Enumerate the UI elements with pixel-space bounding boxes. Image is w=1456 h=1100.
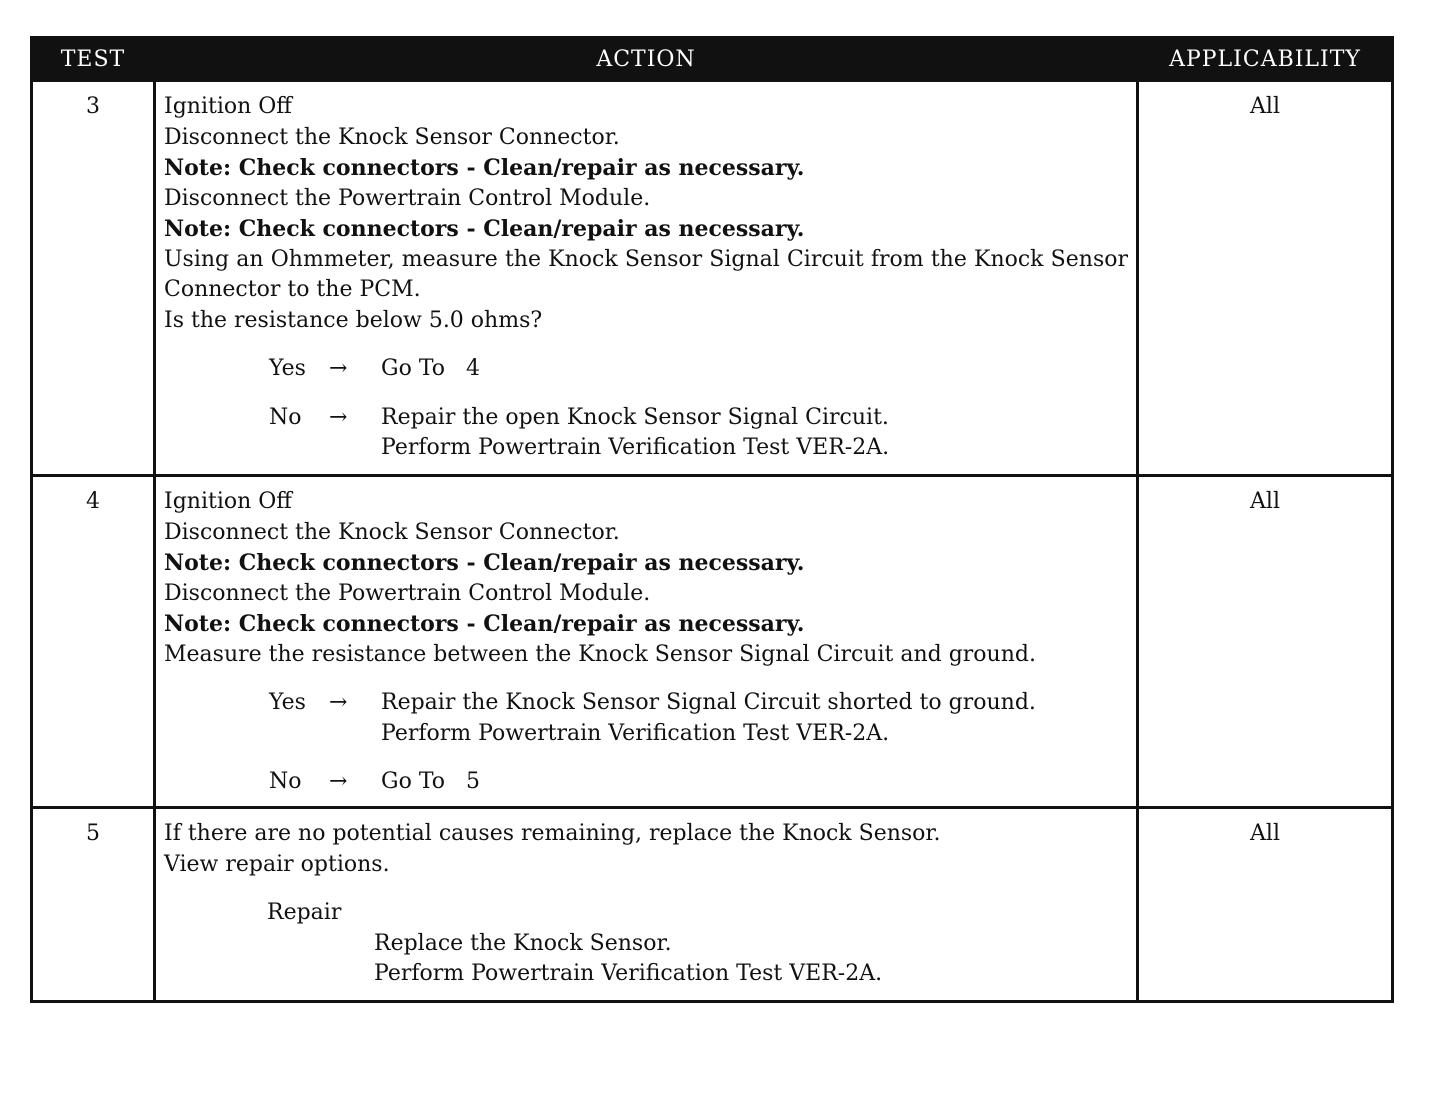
- header-action: ACTION: [596, 46, 696, 72]
- table-row: [33, 474, 1391, 806]
- note-line: Note: Check connectors - Clean/repair as necessary.: [164, 611, 805, 637]
- table-row: [33, 79, 1391, 474]
- header-applicability: APPLICABILITY: [1169, 46, 1361, 72]
- no-label: No: [269, 769, 302, 794]
- test-number: 4: [33, 477, 156, 806]
- action-line: Disconnect the Knock Sensor Connector.: [164, 519, 620, 545]
- action-line: View repair options.: [164, 851, 390, 877]
- applicability-cell: All: [1250, 94, 1280, 119]
- action-line: Using an Ohmmeter, measure the Knock Sensor Signal Circuit from the Knock Sensor Connector to the PCM.: [164, 246, 1128, 302]
- yes-branch: [269, 688, 1128, 749]
- result-line: Repair the open Knock Sensor Signal Circuit.: [381, 404, 889, 430]
- table-header: [33, 39, 1391, 79]
- note-line: Note: Check connectors - Clean/repair as necessary.: [164, 550, 805, 576]
- yes-branch: [269, 354, 1128, 385]
- no-branch: [269, 767, 1128, 798]
- result-line: Perform Powertrain Verification Test VER-2A.: [381, 435, 890, 460]
- arrow-right-icon: →: [329, 356, 348, 381]
- action-cell: [156, 809, 1139, 1000]
- no-branch: [269, 403, 1128, 464]
- diagnostic-table: [30, 36, 1394, 1003]
- yes-result: [381, 688, 1128, 749]
- repair-label: Repair: [267, 900, 342, 925]
- arrow-right-icon: →: [329, 404, 348, 430]
- result-line: Go To 5: [381, 769, 480, 794]
- no-result: [381, 403, 1128, 464]
- action-line: Measure the resistance between the Knock Sensor Signal Circuit and ground.: [164, 641, 1036, 667]
- question-line: Is the resistance below 5.0 ohms?: [164, 307, 543, 333]
- action-line: Ignition Off: [164, 94, 292, 119]
- note-line: Note: Check connectors - Clean/repair as necessary.: [164, 216, 805, 242]
- result-line: Go To 4: [381, 356, 480, 381]
- test-number: 3: [33, 82, 156, 474]
- yes-label: Yes: [269, 690, 306, 715]
- applicability-cell: All: [1250, 821, 1280, 846]
- action-line: Disconnect the Powertrain Control Module.: [164, 580, 651, 606]
- action-line: Disconnect the Powertrain Control Module.: [164, 185, 651, 211]
- yes-result: [381, 354, 1128, 385]
- applicability-cell: All: [1250, 489, 1280, 514]
- test-number: 5: [33, 809, 156, 1000]
- action-line: Ignition Off: [164, 489, 292, 514]
- result-line: Perform Powertrain Verification Test VER-2A.: [381, 720, 890, 746]
- yes-label: Yes: [269, 356, 306, 381]
- no-label: No: [269, 404, 302, 430]
- action-line: Disconnect the Knock Sensor Connector.: [164, 124, 620, 150]
- no-result: [381, 767, 1128, 798]
- repair-step: Perform Powertrain Verification Test VER-2A.: [374, 961, 883, 986]
- result-line: Repair the Knock Sensor Signal Circuit shorted to ground.: [381, 690, 1036, 715]
- action-line: If there are no potential causes remaining, replace the Knock Sensor.: [164, 821, 941, 846]
- header-test: TEST: [60, 46, 126, 72]
- arrow-right-icon: →: [329, 690, 348, 715]
- repair-steps: [374, 929, 1128, 990]
- action-cell: [156, 477, 1139, 806]
- arrow-right-icon: →: [329, 769, 348, 794]
- action-cell: [156, 82, 1139, 474]
- table-row: [33, 806, 1391, 1000]
- note-line: Note: Check connectors - Clean/repair as necessary.: [164, 155, 805, 181]
- repair-step: Replace the Knock Sensor.: [374, 930, 672, 956]
